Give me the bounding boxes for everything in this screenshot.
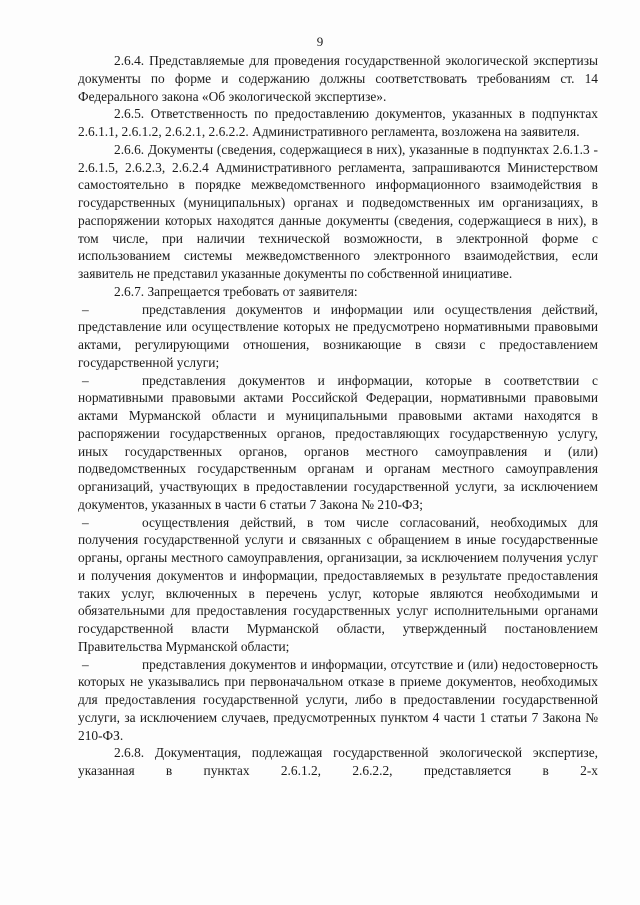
paragraph-2-6-4: 2.6.4. Представляемые для проведения государственной экологической экспертизы документы по форме и содержанию должны соответствовать требованиям ст. 14 Федерального закона «Об экологической экспертизе». xyxy=(78,53,598,104)
list-dash: – xyxy=(82,372,89,388)
paragraph-2-6-7: 2.6.7. Запрещается требовать от заявителя: xyxy=(114,283,358,299)
list-item xyxy=(78,372,598,514)
list-item-text: осуществления действий, в том числе согласований, необходимых для получения государственной услуги и связанных с обращением в иные государственные органы, органы местного самоуправления, организации, за исключением получения услуг и получения документов и информации, предоставляемых в результате предоставления таких услуг, включенных в перечень услуг, которые являются необходимыми и обязательными для предоставления государственных услуг исполнительными органами государственной власти Мурманской области, утвержденный постановлением Правительства Мурманской области; xyxy=(78,514,598,654)
list-item-text: представления документов и информации, которые в соответствии с нормативными правовыми актами Российской Федерации, нормативными правовыми актами Мурманской области и муниципальными правовыми актами находятся в распоряжении государственных органов, предоставляющих государственную услугу, иных государственных органов, органов местного самоуправления и (или) подведомственных государственным органам и органам местного самоуправления организаций, участвующих в предоставлении государственной услуги, за исключением документов, указанных в части 6 статьи 7 Закона № 210-ФЗ; xyxy=(78,372,598,512)
document-body xyxy=(78,52,598,780)
list-item-text: представления документов и информации, отсутствие и (или) недостоверность которых не указывались при первоначальном отказе в приеме документов, необходимых для предоставления государственной услуги, либо в предоставлении государственной услуги, за исключением случаев, предусмотренных пунктом 4 части 1 статьи 7 Закона № 210-ФЗ. xyxy=(78,656,598,743)
paragraph-2-6-8: 2.6.8. Документация, подлежащая государственной экологической экспертизе, указанная в пунктах 2.6.1.2, 2.6.2.2, представляется в 2-х xyxy=(78,745,598,778)
page-number: 9 xyxy=(316,34,324,49)
list-item xyxy=(78,514,598,656)
list-dash: – xyxy=(82,514,89,530)
list-item xyxy=(78,301,598,372)
list-dash: – xyxy=(82,656,89,672)
paragraph-2-6-5: 2.6.5. Ответственность по предоставлению документов, указанных в подпунктах 2.6.1.1, 2.6.1.2, 2.6.2.1, 2.6.2.2. Административного регламента, возложена на заявителя. xyxy=(78,106,598,139)
list-item xyxy=(78,656,598,745)
list-dash: – xyxy=(82,301,89,317)
list-item-text: представления документов и информации или осуществления действий, представление или осуществление которых не предусмотрено нормативными правовыми актами, регулирующими отношения, возникающие в связи с предоставлением государственной услуги; xyxy=(78,301,598,370)
paragraph-2-6-6: 2.6.6. Документы (сведения, содержащиеся в них), указанные в подпунктах 2.6.1.3 - 2.6.1.5, 2.6.2.3, 2.6.2.4 Административного регламента, запрашиваются Министерством самостоятельно в порядке межведомственного информационного взаимодействия в государственных (муниципальных) органах и подведомственных им организациях, в распоряжении которых находятся данные документы (сведения, содержащиеся в них), в том числе, при наличии технической возможности, в электронной форме с использованием системы межведомственного электронного взаимодействия, если заявитель не представил указанные документы по собственной инициативе. xyxy=(78,141,598,281)
